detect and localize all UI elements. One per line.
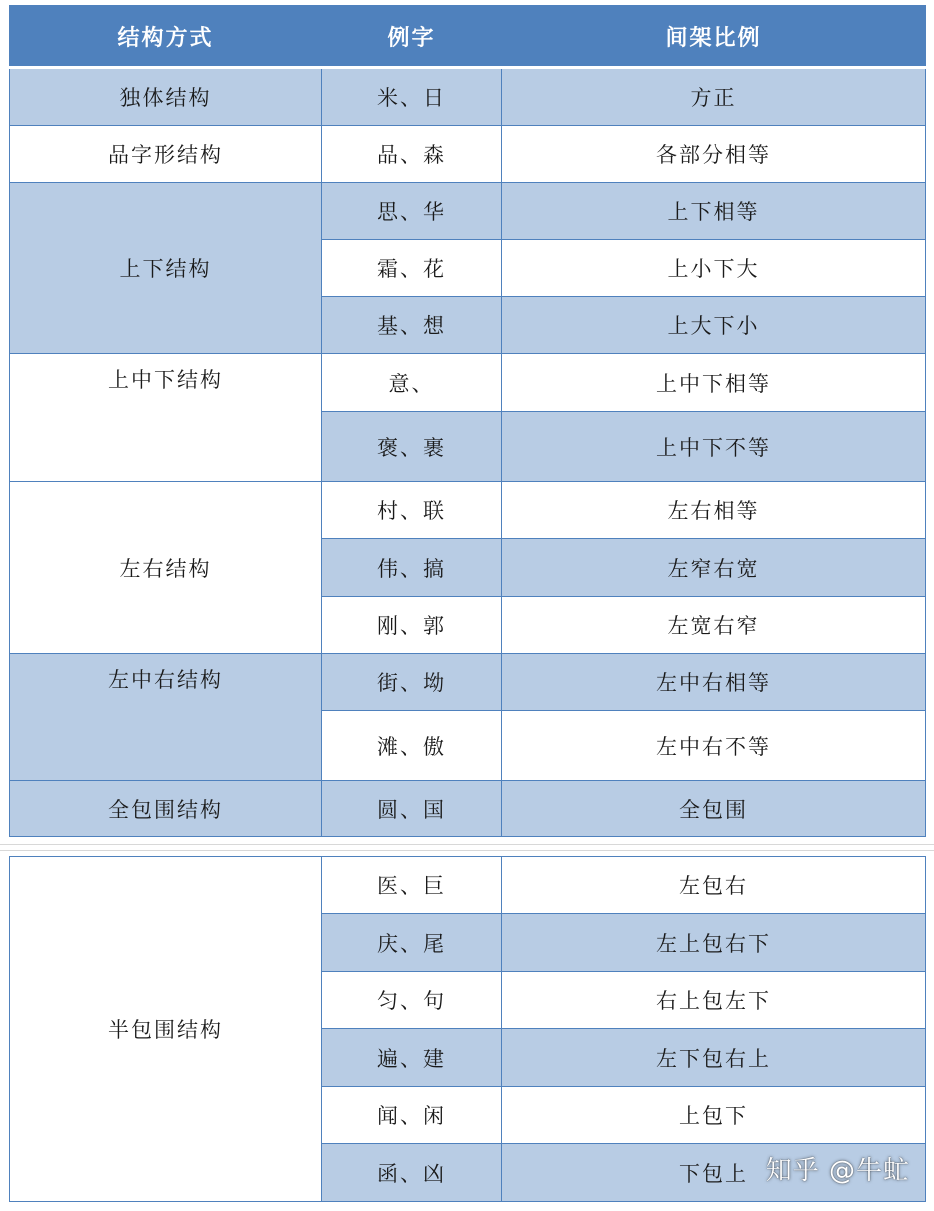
- example-cell: 意、: [322, 354, 502, 412]
- example-cell: 褒、裹: [322, 412, 502, 482]
- ratio-cell: 各部分相等: [502, 126, 926, 183]
- ratio-cell: 右上包左下: [502, 972, 926, 1029]
- structure-cell: 左中右结构: [10, 654, 322, 781]
- ratio-cell: 方正: [502, 68, 926, 126]
- ratio-cell: 左宽右窄: [502, 597, 926, 654]
- ratio-cell: 左上包右下: [502, 914, 926, 972]
- page-break-line: [0, 844, 934, 845]
- example-cell: 街、坳: [322, 654, 502, 711]
- structure-cell: 半包围结构: [10, 857, 322, 1202]
- example-cell: 医、巨: [322, 857, 502, 914]
- table-row: [10, 482, 926, 539]
- example-cell: 刚、郭: [322, 597, 502, 654]
- structure-table-part1: [9, 5, 926, 837]
- table-row: [10, 857, 926, 914]
- structure-cell: 品字形结构: [10, 126, 322, 183]
- ratio-cell: 下包上: [502, 1144, 926, 1202]
- structure-cell: 全包围结构: [10, 781, 322, 837]
- example-cell: 品、森: [322, 126, 502, 183]
- table-row: [10, 654, 926, 711]
- ratio-cell: 上中下相等: [502, 354, 926, 412]
- table-row: [10, 68, 926, 126]
- ratio-cell: 左下包右上: [502, 1029, 926, 1087]
- ratio-cell: 左中右相等: [502, 654, 926, 711]
- ratio-cell: 上中下不等: [502, 412, 926, 482]
- header-row: [10, 6, 926, 68]
- example-cell: 村、联: [322, 482, 502, 539]
- ratio-cell: 左包右: [502, 857, 926, 914]
- structure-cell: 上下结构: [10, 183, 322, 354]
- structure-cell: 独体结构: [10, 68, 322, 126]
- example-cell: 圆、国: [322, 781, 502, 837]
- ratio-cell: 上下相等: [502, 183, 926, 240]
- example-cell: 霜、花: [322, 240, 502, 297]
- example-cell: 米、日: [322, 68, 502, 126]
- page-break: [0, 838, 934, 856]
- ratio-cell: 上小下大: [502, 240, 926, 297]
- table-row: [10, 126, 926, 183]
- table-row: [10, 781, 926, 837]
- ratio-cell: 上大下小: [502, 297, 926, 354]
- watermark: 知乎 @牛虻: [765, 1156, 910, 1186]
- example-cell: 闻、闲: [322, 1087, 502, 1144]
- ratio-cell: 全包围: [502, 781, 926, 837]
- ratio-cell: 左窄右宽: [502, 539, 926, 597]
- ratio-cell: 上包下: [502, 1087, 926, 1144]
- header-structure: 结构方式: [10, 6, 322, 68]
- table-row: [10, 183, 926, 240]
- example-cell: 基、想: [322, 297, 502, 354]
- ratio-cell: 左中右不等: [502, 711, 926, 781]
- header-example: 例字: [322, 6, 502, 68]
- ratio-cell: 左右相等: [502, 482, 926, 539]
- example-cell: 伟、搞: [322, 539, 502, 597]
- table-row: [10, 354, 926, 412]
- page-break-line: [0, 850, 934, 851]
- header-ratio: 间架比例: [502, 6, 926, 68]
- example-cell: 匀、句: [322, 972, 502, 1029]
- example-cell: 庆、尾: [322, 914, 502, 972]
- example-cell: 函、凶: [322, 1144, 502, 1202]
- example-cell: 滩、傲: [322, 711, 502, 781]
- structure-cell: 上中下结构: [10, 354, 322, 482]
- example-cell: 遍、建: [322, 1029, 502, 1087]
- example-cell: 思、华: [322, 183, 502, 240]
- structure-cell: 左右结构: [10, 482, 322, 654]
